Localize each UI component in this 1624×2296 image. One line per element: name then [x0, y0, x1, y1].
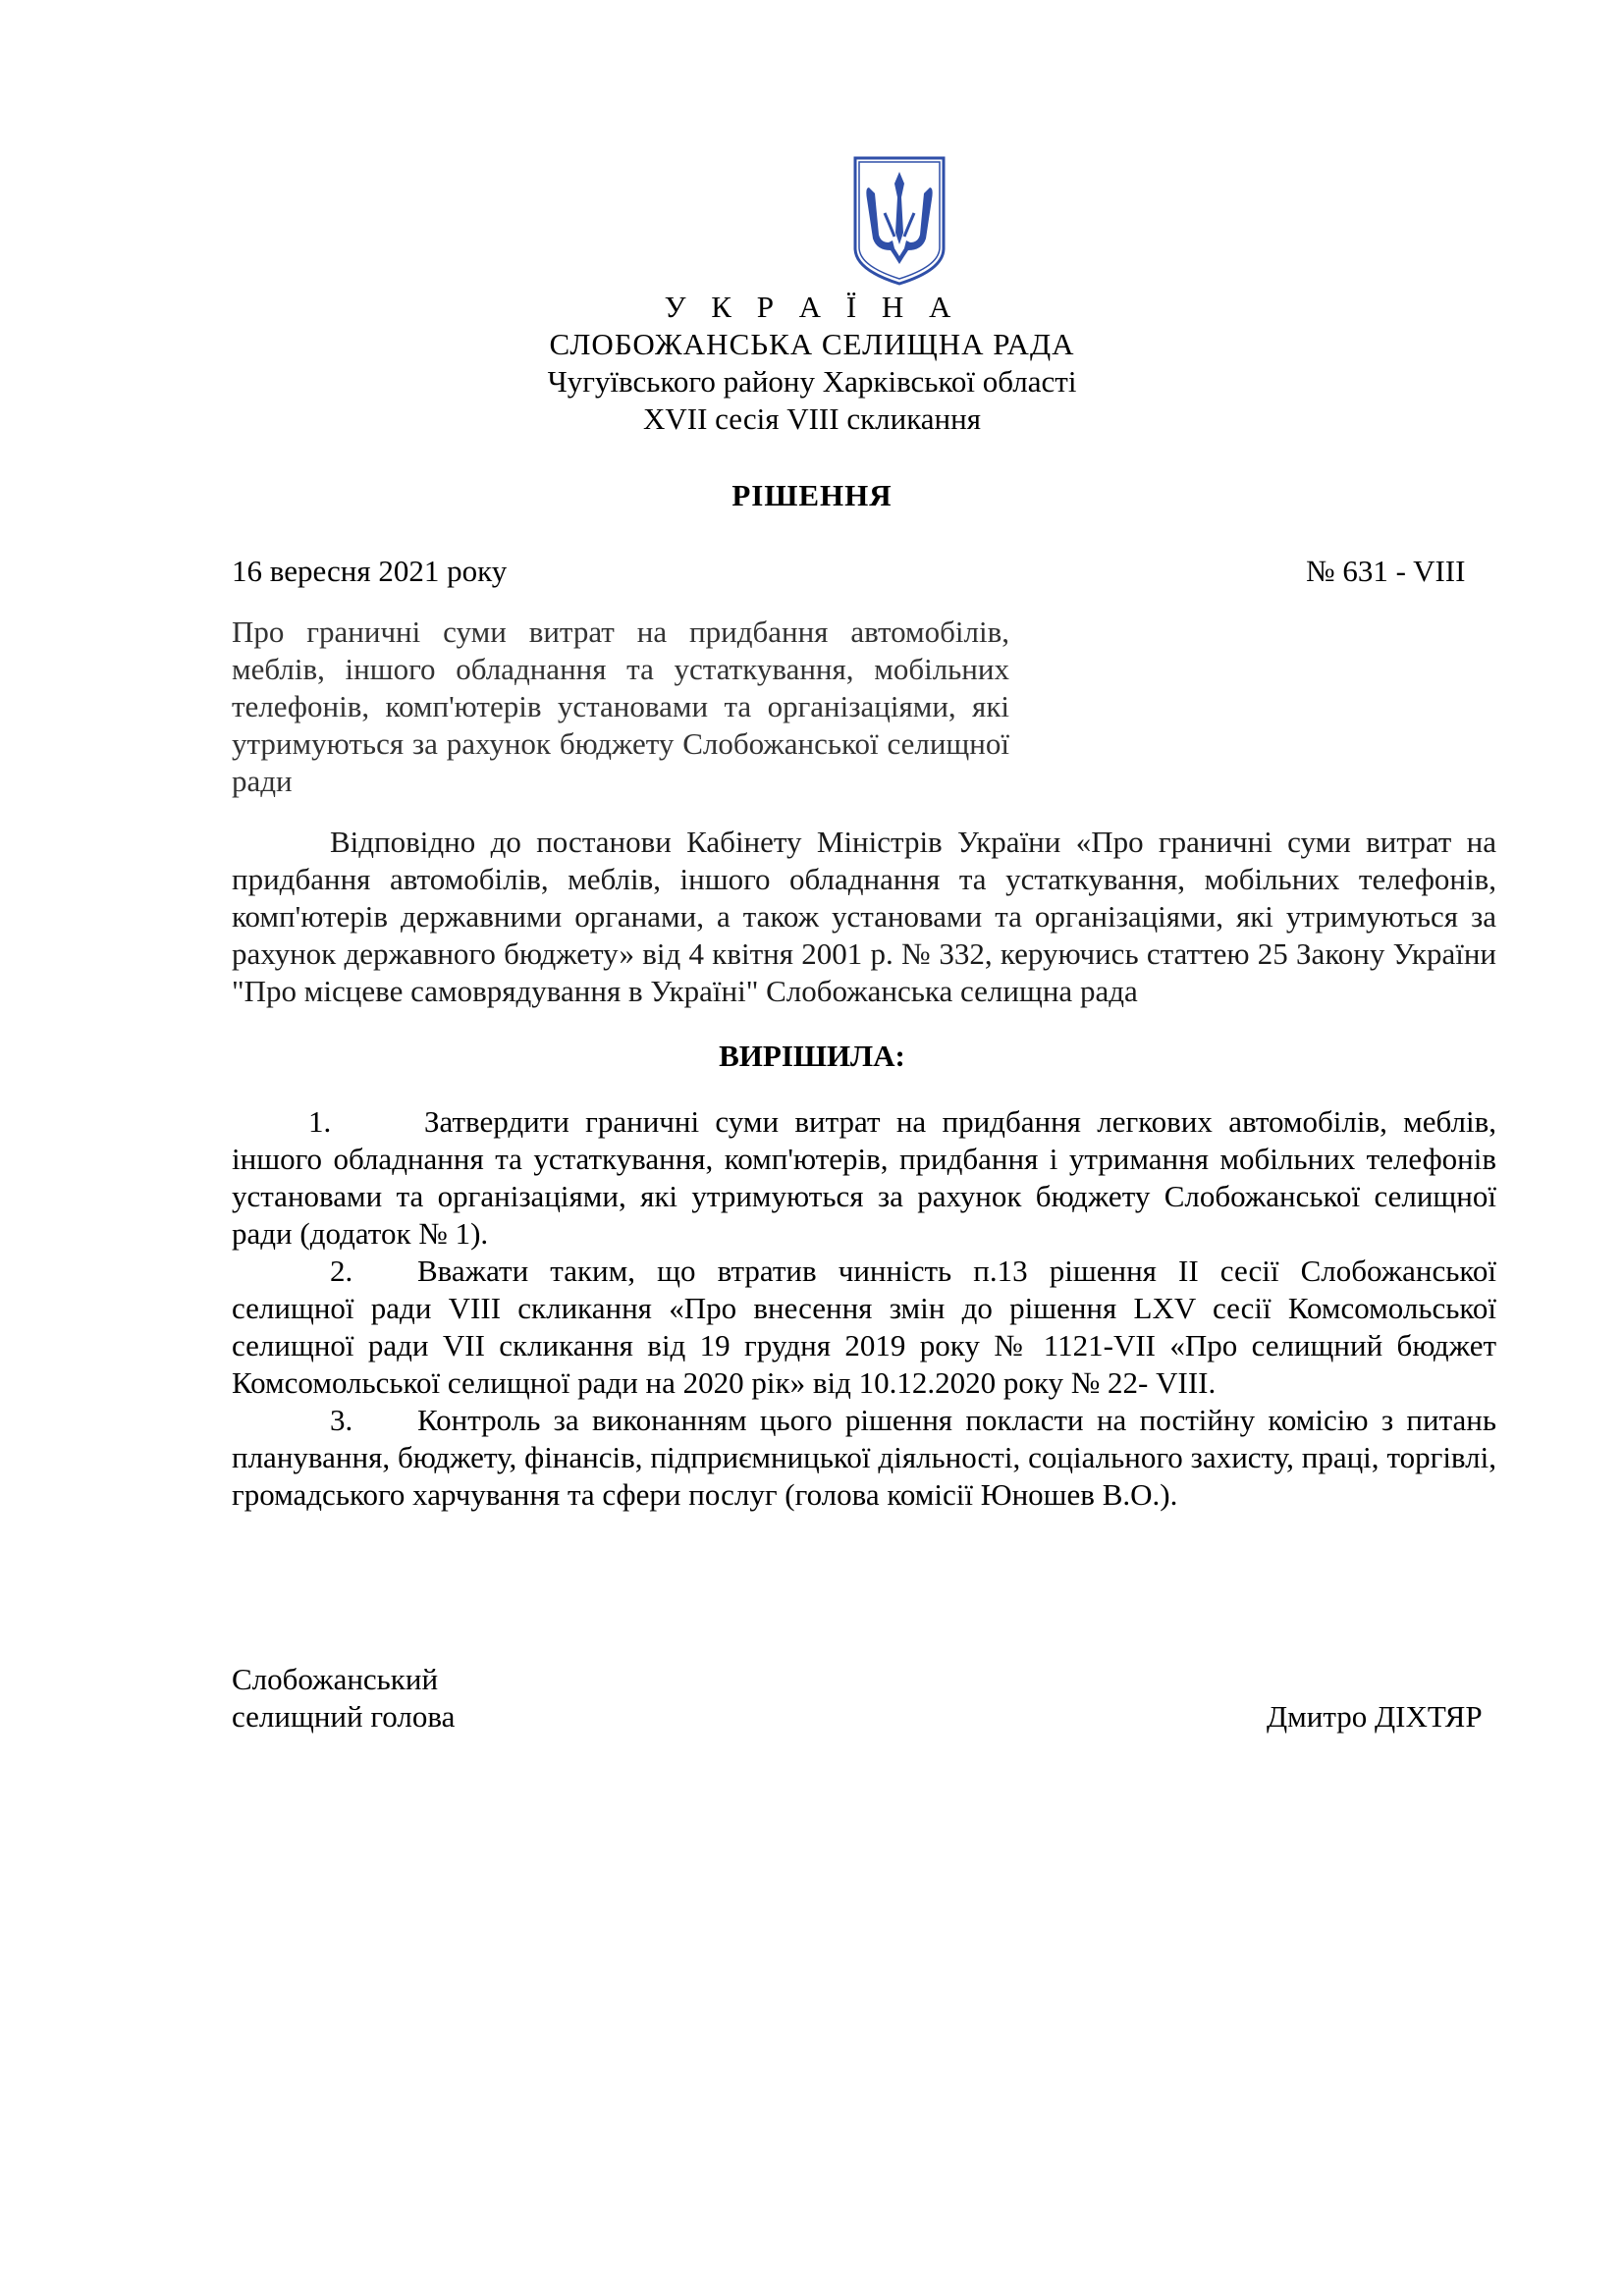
resolved-title: ВИРІШИЛА:: [719, 1039, 905, 1073]
decision-title: РІШЕННЯ: [731, 478, 893, 512]
header-country: У К Р А Ї Н А: [664, 290, 960, 324]
decision-number: № 631 - VIII: [1306, 554, 1466, 588]
item-number: 2.: [330, 1254, 353, 1288]
resolution-item: [232, 1103, 1496, 1253]
resolution-item: [232, 1253, 1496, 1402]
item-number: 1.: [308, 1104, 332, 1139]
preamble-paragraph: Відповідно до постанови Кабінету Міністрів України «Про граничні суми витрат на придбання автомобілів, меблів, іншого обладнання та устаткування, мобільних телефонів, комп'ютерів державними органами, а також установами та організаціями, які утримуються за рахунок державного бюджету» від 4 квітня 2001 р. № 332, керуючись статтею 25 Закону України "Про місцеве самоврядування в Україні" Слобожанська селищна рада: [232, 825, 1496, 1008]
decision-subject: Про граничні суми витрат на придбання автомобілів, меблів, іншого обладнання та устаткування, мобільних телефонів, комп'ютерів установами та організаціями, які утримуються за рахунок бюджету Слобожанської селищної ради: [232, 614, 1009, 798]
item-text: Затвердити граничні суми витрат на придбання легкових автомобілів, меблів, іншого обладнання та устаткування, комп'ютерів, придбання і утримання мобільних телефонів установами та організаціями, які утримуються за рахунок бюджету Слобожанської селищної ради (додаток № 1).: [232, 1104, 1496, 1251]
ukraine-trident-icon: [851, 154, 947, 288]
signer-name: Дмитро ДІХТЯР: [1267, 1699, 1483, 1734]
signer-title-line1: Слобожанський: [232, 1662, 439, 1696]
header-council: СЛОБОЖАНСЬКА СЕЛИЩНА РАДА: [549, 327, 1075, 361]
item-text: Контроль за виконанням цього рішення покласти на постійну комісію з питань планування, бюджету, фінансів, підприємницької діяльності, соціального захисту, праці, торгівлі, громадського харчування та сфери послуг (голова комісії Юношев В.О.).: [232, 1403, 1496, 1512]
item-number: 3.: [330, 1403, 353, 1437]
resolution-items: [232, 1103, 1496, 1514]
signer-title-line2: селищний голова: [232, 1699, 456, 1734]
header-session: XVII сесія VIII скликання: [643, 401, 981, 436]
resolution-item: [232, 1402, 1496, 1514]
item-text: Вважати таким, що втратив чинність п.13 рішення ІІ сесії Слобожанської селищної ради VIII скликання «Про внесення змін до рішення LXV сесії Комсомольської селищної ради VII скликання від 19 грудня 2019 року № 1121-VII «Про селищний бюджет Комсомольської селищної ради на 2020 рік» від 10.12.2020 року № 22- VIII.: [232, 1254, 1496, 1400]
header-district: Чугуївського району Харківської області: [547, 364, 1077, 399]
decision-date: 16 вересня 2021 року: [232, 554, 508, 588]
